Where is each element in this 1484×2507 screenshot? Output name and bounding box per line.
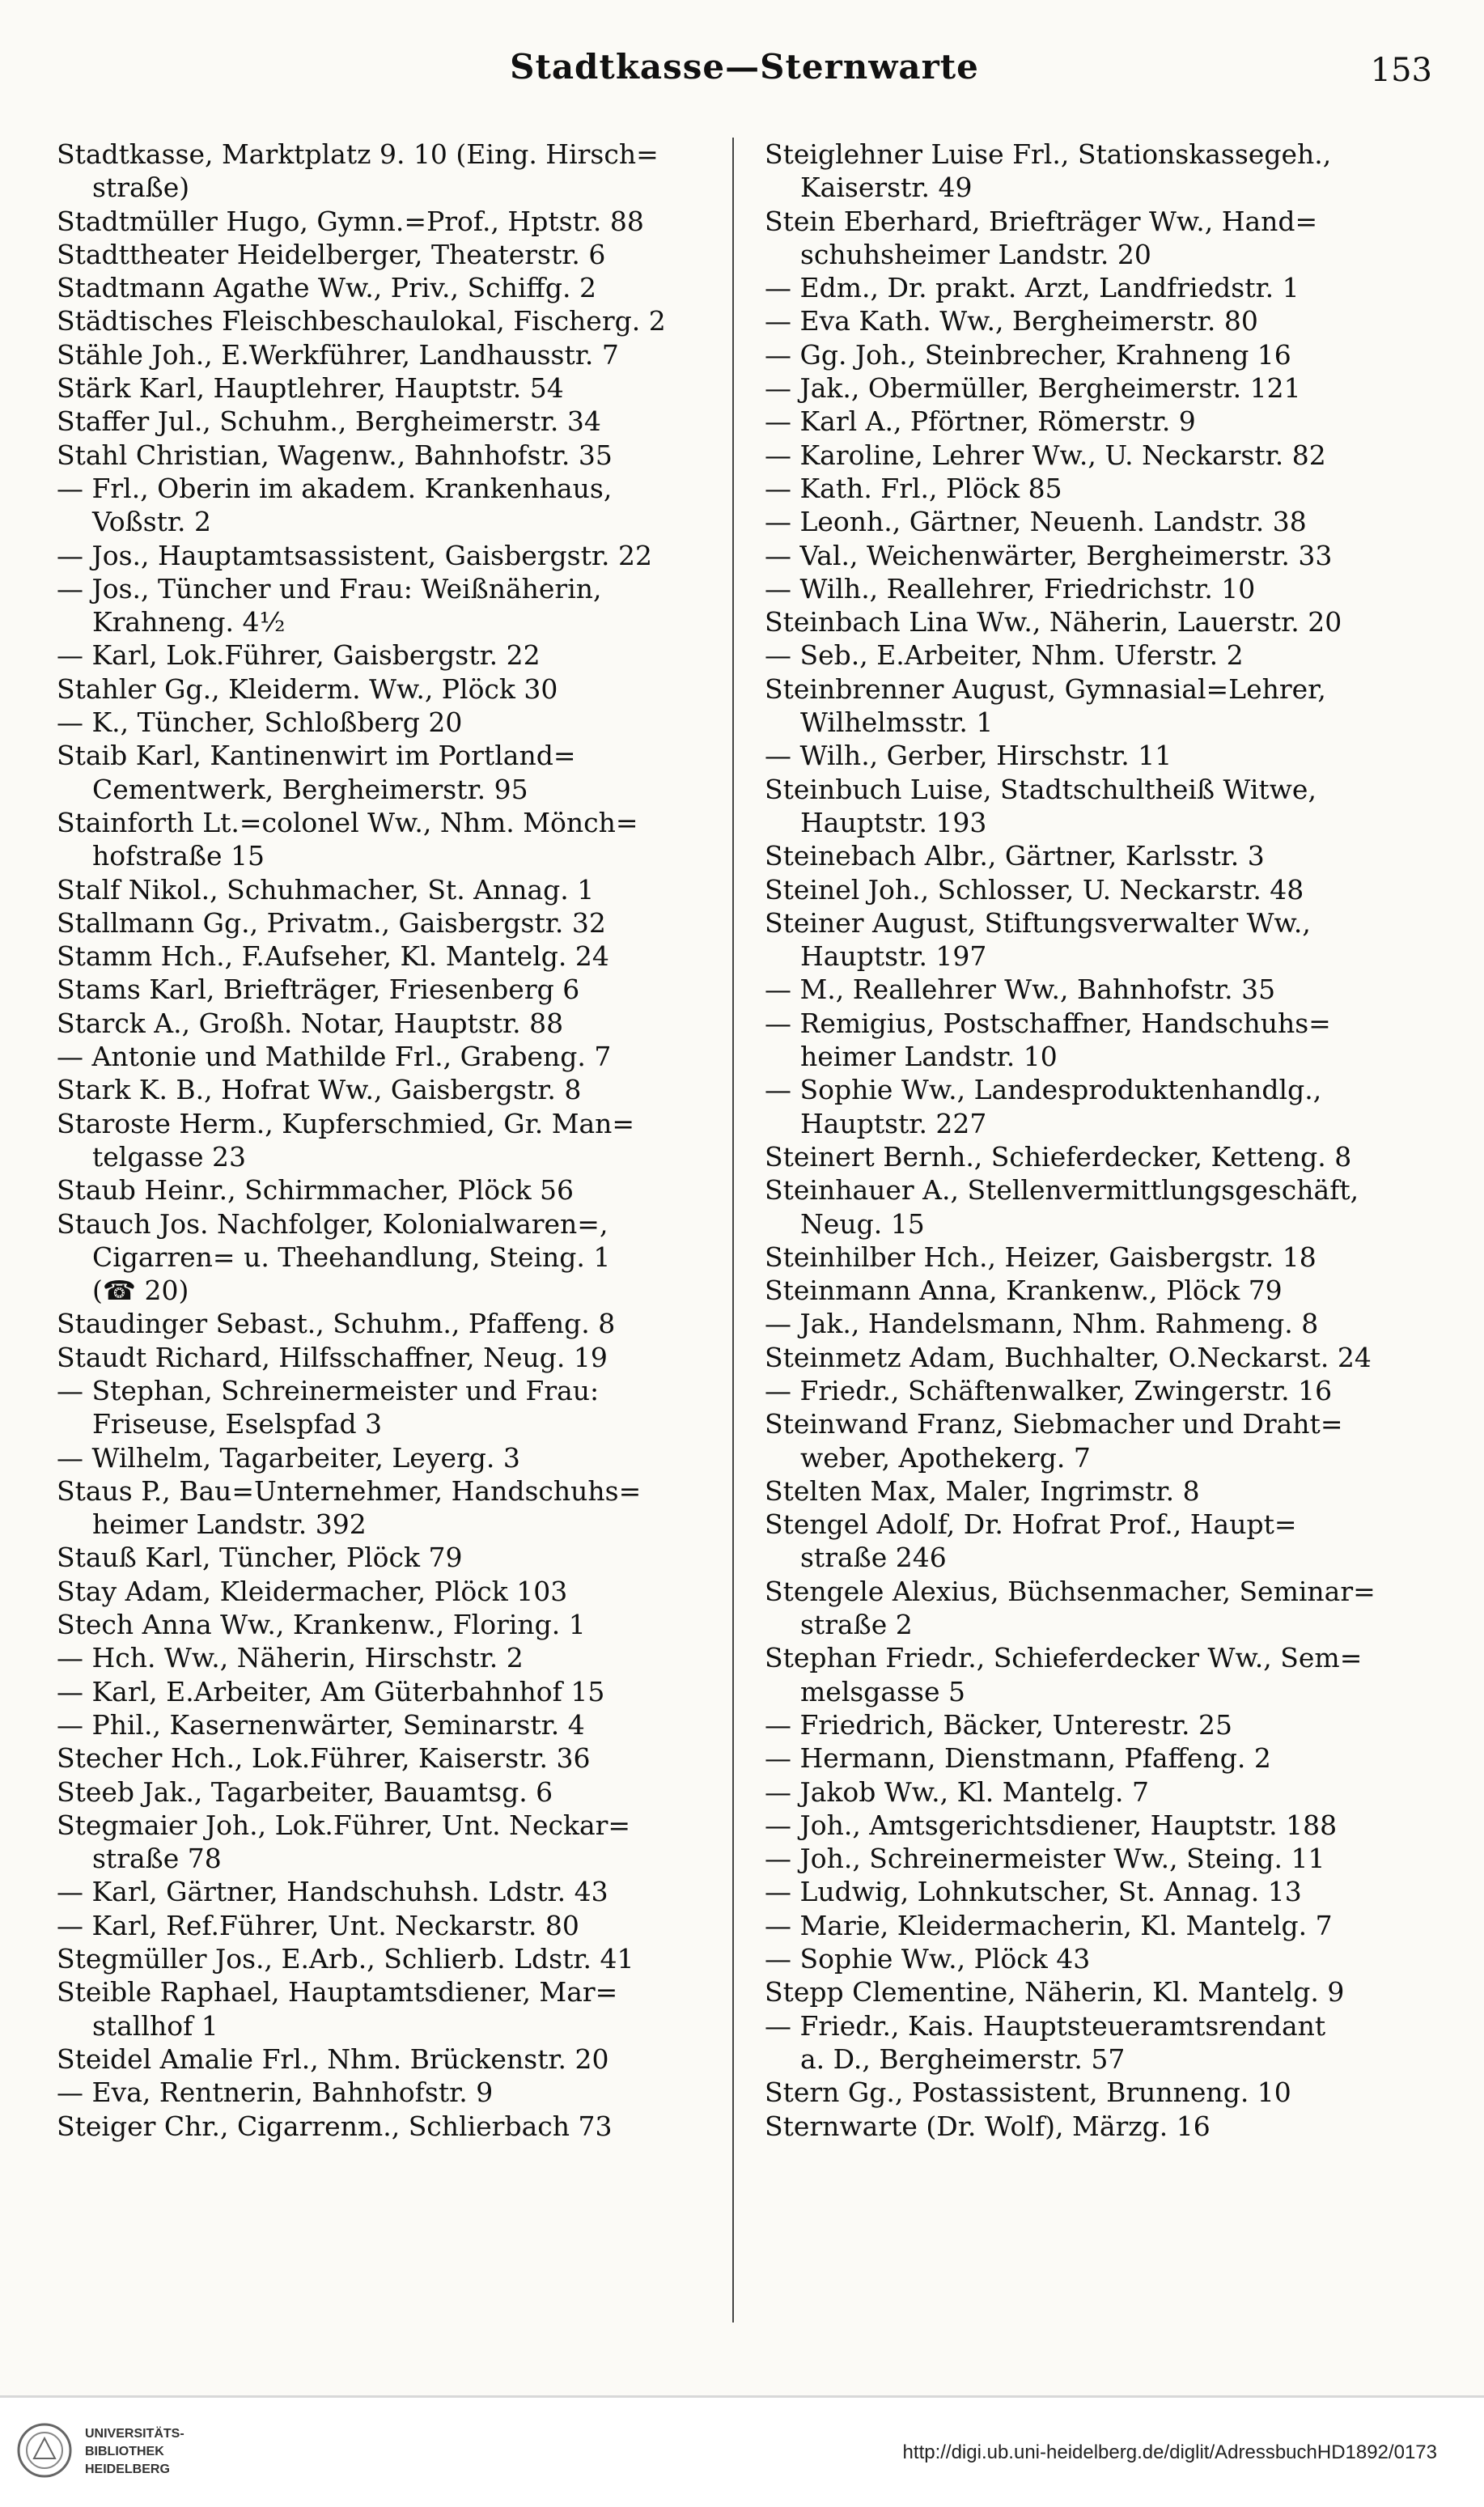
directory-entry-line: Sternwarte (Dr. Wolf), Märzg. 16: [765, 2110, 1211, 2142]
directory-entry-line: Steible Raphael, Hauptamtsdiener, Mar=: [57, 1976, 618, 2009]
entry-continuation-line: weber, Apothekerg. 7: [800, 1441, 1091, 1474]
directory-entry-line: — Eva, Rentnerin, Bahnhofstr. 9: [57, 2076, 494, 2109]
directory-entry-line: — Jos., Hauptamtsassistent, Gaisbergstr. 22: [57, 539, 652, 571]
directory-entry-line: Steeb Jak., Tagarbeiter, Bauamtsg. 6: [57, 1775, 553, 1808]
directory-entry-line: — Hermann, Dienstmann, Pfaffeng. 2: [765, 1742, 1271, 1775]
directory-entry-line: Staub Heinr., Schirmmacher, Plöck 56: [57, 1174, 575, 1207]
directory-entry-line: Steidel Amalie Frl., Nhm. Brückenstr. 20: [57, 2043, 609, 2075]
directory-entry-line: Stauch Jos. Nachfolger, Kolonialwaren=,: [57, 1207, 608, 1240]
directory-entry-line: Steiger Chr., Cigarrenm., Schlierbach 73: [57, 2110, 613, 2142]
directory-entry-line: — Karl, E.Arbeiter, Am Güterbahnhof 15: [57, 1675, 605, 1707]
directory-entry-line: Stark K. B., Hofrat Ww., Gaisbergstr. 8: [57, 1074, 582, 1106]
directory-entry-line: Steinbrenner August, Gymnasial=Lehrer,: [765, 672, 1326, 705]
directory-entry-line: — Remigius, Postschaffner, Handschuhs=: [765, 1007, 1331, 1039]
entry-continuation-line: straße 246: [800, 1542, 947, 1574]
entry-continuation-line: hofstraße 15: [92, 840, 265, 872]
directory-entry-line: Steinbuch Luise, Stadtschultheiß Witwe,: [765, 773, 1317, 805]
entry-continuation-line: Neug. 15: [800, 1207, 925, 1240]
directory-entry-line: — Seb., E.Arbeiter, Nhm. Uferstr. 2: [765, 639, 1244, 672]
directory-entry-line: — Karl A., Pförtner, Römerstr. 9: [765, 405, 1196, 438]
entry-continuation-line: Hauptstr. 227: [800, 1107, 987, 1139]
directory-entry-line: — Frl., Oberin im akadem. Krankenhaus,: [57, 472, 613, 504]
directory-entry-line: — Antonie und Mathilde Frl., Grabeng. 7: [57, 1041, 612, 1073]
entry-continuation-line: Hauptstr. 197: [800, 940, 987, 973]
directory-entry-line: Steinmetz Adam, Buchhalter, O.Neckarst. 24: [765, 1341, 1372, 1373]
entry-continuation-line: straße 2: [800, 1609, 913, 1641]
directory-entry-line: Stadtmann Agathe Ww., Priv., Schiffg. 2: [57, 272, 596, 304]
directory-entry-line: — K., Tüncher, Schloßberg 20: [57, 706, 463, 739]
directory-entry-line: Städtisches Fleischbeschaulokal, Fischerg. 2: [57, 305, 666, 337]
directory-entry-line: — Jakob Ww., Kl. Mantelg. 7: [765, 1775, 1149, 1808]
directory-entry-line: — Joh., Schreinermeister Ww., Steing. 11: [765, 1843, 1325, 1875]
directory-entry-line: Staib Karl, Kantinenwirt im Portland=: [57, 740, 576, 772]
entry-continuation-line: straße): [92, 172, 190, 204]
directory-entry-line: Stadtkasse, Marktplatz 9. 10 (Eing. Hirsch=: [57, 138, 659, 170]
directory-entry-line: — Kath. Frl., Plöck 85: [765, 472, 1062, 504]
entry-continuation-line: telgasse 23: [92, 1140, 247, 1173]
page-header: [57, 47, 1432, 104]
directory-entry-line: Stärk Karl, Hauptlehrer, Hauptstr. 54: [57, 372, 564, 405]
directory-entry-line: Stähle Joh., E.Werkführer, Landhausstr. 7: [57, 338, 619, 371]
directory-entry-line: — Leonh., Gärtner, Neuenh. Landstr. 38: [765, 506, 1307, 538]
entry-continuation-line: Friseuse, Eselspfad 3: [92, 1408, 383, 1440]
directory-entry-line: — Eva Kath. Ww., Bergheimerstr. 80: [765, 305, 1258, 337]
directory-entry-line: — Karoline, Lehrer Ww., U. Neckarstr. 82: [765, 439, 1326, 471]
viewer-footer: [0, 2395, 1484, 2507]
entry-continuation-line: melsgasse 5: [800, 1675, 965, 1707]
left-column: [57, 138, 732, 2143]
directory-entry-line: Stams Karl, Briefträger, Friesenberg 6: [57, 974, 580, 1006]
directory-entry-line: Stamm Hch., F.Aufseher, Kl. Mantelg. 24: [57, 940, 609, 973]
directory-entry-line: Stepp Clementine, Näherin, Kl. Mantelg. 9: [765, 1976, 1345, 2009]
entry-continuation-line: schuhsheimer Landstr. 20: [800, 238, 1151, 270]
directory-entry-line: — Karl, Lok.Führer, Gaisbergstr. 22: [57, 639, 541, 672]
directory-entry-line: — Wilh., Gerber, Hirschstr. 11: [765, 740, 1172, 772]
entry-continuation-line: Wilhelmsstr. 1: [800, 706, 994, 739]
directory-entry-line: Stern Gg., Postassistent, Brunneng. 10: [765, 2076, 1291, 2109]
directory-entry-line: — Karl, Ref.Führer, Unt. Neckarstr. 80: [57, 1909, 579, 1941]
directory-entry-line: Stein Eberhard, Briefträger Ww., Hand=: [765, 205, 1318, 237]
directory-entry-line: — Friedr., Schäftenwalker, Zwingerstr. 16: [765, 1374, 1333, 1406]
directory-entry-line: — Jak., Obermüller, Bergheimerstr. 121: [765, 372, 1301, 405]
directory-entry-line: — Stephan, Schreinermeister und Frau:: [57, 1374, 600, 1406]
directory-entry-line: Starck A., Großh. Notar, Hauptstr. 88: [57, 1007, 564, 1039]
library-name-line: HEIDELBERG: [85, 2462, 170, 2476]
directory-entry-line: — Wilh., Reallehrer, Friedrichstr. 10: [765, 572, 1256, 604]
directory-entry-line: Stay Adam, Kleidermacher, Plöck 103: [57, 1575, 568, 1607]
directory-entry-line: — Sophie Ww., Plöck 43: [765, 1943, 1091, 1975]
directory-entry-line: — Friedrich, Bäcker, Unterestr. 25: [765, 1708, 1232, 1741]
directory-entry-line: Stegmüller Jos., E.Arb., Schlierb. Ldstr. 41: [57, 1943, 634, 1975]
entry-continuation-line: Cementwerk, Bergheimerstr. 95: [92, 773, 528, 805]
directory-entry-line: Stech Anna Ww., Krankenw., Floring. 1: [57, 1609, 586, 1641]
directory-entry-line: — Wilhelm, Tagarbeiter, Leyerg. 3: [57, 1441, 520, 1474]
directory-entry-line: — Sophie Ww., Landesproduktenhandlg.,: [765, 1074, 1322, 1106]
directory-entry-line: Steinert Bernh., Schieferdecker, Ketteng. 8: [765, 1140, 1352, 1173]
directory-entry-line: Steinbach Lina Ww., Näherin, Lauerstr. 20: [765, 606, 1342, 638]
directory-entry-line: Stadtmüller Hugo, Gymn.=Prof., Hptstr. 88: [57, 205, 644, 237]
directory-entry-line: — Friedr., Kais. Hauptsteueramtsrendant: [765, 2009, 1326, 2042]
directory-entry-line: Steiglehner Luise Frl., Stationskassegeh.,: [765, 138, 1332, 170]
directory-entry-line: — Karl, Gärtner, Handschuhsh. Ldstr. 43: [57, 1876, 608, 1908]
entry-continuation-line: stallhof 1: [92, 2009, 218, 2042]
entry-continuation-line: Voßstr. 2: [92, 506, 212, 538]
directory-entry-line: — Edm., Dr. prakt. Arzt, Landfriedstr. 1: [765, 272, 1300, 304]
directory-entry-line: — Ludwig, Lohnkutscher, St. Annag. 13: [765, 1876, 1302, 1908]
directory-entry-line: Steinel Joh., Schlosser, U. Neckarstr. 48: [765, 873, 1304, 906]
entry-continuation-line: heimer Landstr. 10: [800, 1041, 1058, 1073]
entry-continuation-line: Hauptstr. 193: [800, 806, 987, 838]
directory-entry-line: Steinhauer A., Stellenvermittlungsgeschäft,: [765, 1174, 1359, 1207]
directory-entry-line: Stengele Alexius, Büchsenmacher, Seminar=: [765, 1575, 1376, 1607]
directory-entry-line: — Hch. Ww., Näherin, Hirschstr. 2: [57, 1642, 524, 1674]
directory-entry-line: Stahler Gg., Kleiderm. Ww., Plöck 30: [57, 672, 558, 705]
entry-continuation-line: heimer Landstr. 392: [92, 1508, 367, 1541]
directory-entry-line: Stainforth Lt.=colonel Ww., Nhm. Mönch=: [57, 806, 638, 838]
directory-entry-line: Staffer Jul., Schuhm., Bergheimerstr. 34: [57, 405, 601, 438]
entry-continuation-line: Kaiserstr. 49: [800, 172, 973, 204]
directory-entry-line: Stelten Max, Maler, Ingrimstr. 8: [765, 1474, 1200, 1507]
directory-entry-line: Stecher Hch., Lok.Führer, Kaiserstr. 36: [57, 1742, 591, 1775]
directory-entry-line: Staudt Richard, Hilfsschaffner, Neug. 19: [57, 1341, 608, 1373]
directory-entry-line: Staudinger Sebast., Schuhm., Pfaffeng. 8: [57, 1308, 616, 1340]
directory-entry-line: Staus P., Bau=Unternehmer, Handschuhs=: [57, 1474, 642, 1507]
directory-entry-line: Steiner August, Stiftungsverwalter Ww.,: [765, 906, 1311, 939]
directory-entry-line: Steinwand Franz, Siebmacher und Draht=: [765, 1408, 1343, 1440]
directory-entry-line: — M., Reallehrer Ww., Bahnhofstr. 35: [765, 974, 1276, 1006]
directory-entry-line: Stephan Friedr., Schieferdecker Ww., Sem=: [765, 1642, 1363, 1674]
directory-entry-line: Stegmaier Joh., Lok.Führer, Unt. Neckar=: [57, 1809, 631, 1841]
entry-continuation-line: straße 78: [92, 1843, 222, 1875]
directory-entry-line: Staroste Herm., Kupferschmied, Gr. Man=: [57, 1107, 635, 1139]
page-number: 153: [1370, 52, 1432, 89]
library-name-line: UNIVERSITÄTS-: [85, 2427, 184, 2441]
library-name: [85, 2425, 184, 2479]
directory-entry-line: — Gg. Joh., Steinbrecher, Krahneng 16: [765, 338, 1291, 371]
library-name-line: BIBLIOTHEK: [85, 2445, 164, 2458]
directory-entry-line: Stalf Nikol., Schuhmacher, St. Annag. 1: [57, 873, 595, 906]
entry-continuation-line: (☎ 20): [92, 1275, 189, 1307]
directory-entry-line: — Jak., Handelsmann, Nhm. Rahmeng. 8: [765, 1308, 1319, 1340]
university-seal-icon: [16, 2422, 73, 2479]
directory-entry-line: — Joh., Amtsgerichtsdiener, Hauptstr. 188: [765, 1809, 1338, 1841]
source-url[interactable]: http://digi.ub.uni-heidelberg.de/diglit/AdressbuchHD1892/0173: [902, 2441, 1437, 2463]
directory-entry-line: — Phil., Kasernenwärter, Seminarstr. 4: [57, 1708, 585, 1741]
directory-entry-line: Stahl Christian, Wagenw., Bahnhofstr. 35: [57, 439, 613, 471]
entry-continuation-line: Krahneng. 4½: [92, 606, 286, 638]
directory-entry-line: — Marie, Kleidermacherin, Kl. Mantelg. 7: [765, 1909, 1333, 1941]
directory-entry-line: Stauß Karl, Tüncher, Plöck 79: [57, 1542, 463, 1574]
entry-continuation-line: Cigarren= u. Theehandlung, Steing. 1: [92, 1241, 611, 1273]
directory-entry-line: Steinhilber Hch., Heizer, Gaisbergstr. 18: [765, 1241, 1317, 1273]
right-column: [765, 138, 1440, 2143]
entry-continuation-line: a. D., Bergheimerstr. 57: [800, 2043, 1126, 2075]
directory-entry-line: Steinebach Albr., Gärtner, Karlsstr. 3: [765, 840, 1265, 872]
running-title: Stadtkasse—Sternwarte: [510, 47, 979, 87]
directory-entry-line: Stengel Adolf, Dr. Hofrat Prof., Haupt=: [765, 1508, 1297, 1541]
directory-entry-line: — Val., Weichenwärter, Bergheimerstr. 33: [765, 539, 1333, 571]
directory-entry-line: Stadttheater Heidelberger, Theaterstr. 6: [57, 238, 606, 270]
directory-entry-line: Steinmann Anna, Krankenw., Plöck 79: [765, 1275, 1283, 1307]
directory-entry-line: — Jos., Tüncher und Frau: Weißnäherin,: [57, 572, 602, 604]
directory-entry-line: Stallmann Gg., Privatm., Gaisbergstr. 32: [57, 906, 606, 939]
directory-columns: [57, 138, 1432, 2379]
